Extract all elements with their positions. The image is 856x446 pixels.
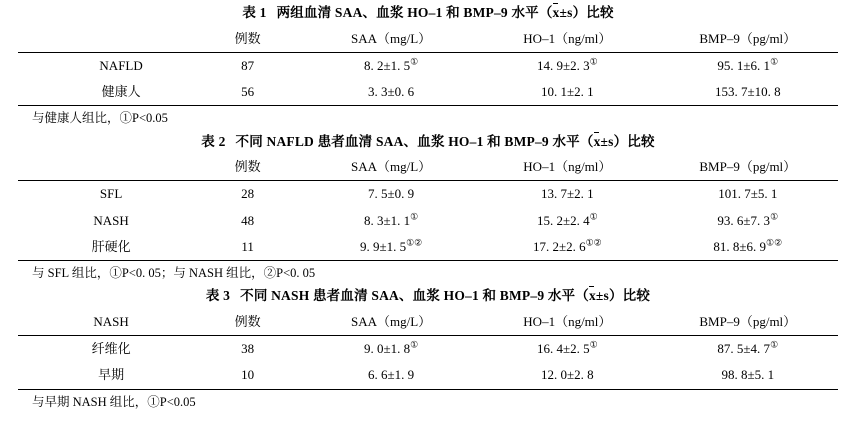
value: 98. 8±5. 1 — [721, 367, 775, 383]
table-1-row-0-ho1 — [477, 52, 657, 79]
table-2-row-2-bmp9 — [658, 234, 838, 261]
table-1-header-4: BMP–9（pg/ml） — [699, 30, 797, 46]
table-1-row-1-n: 56 — [190, 79, 305, 106]
footnote-marker: ① — [410, 211, 419, 222]
table-caption-2 — [18, 129, 838, 155]
table-title-1-post: ±s）比较 — [559, 5, 614, 20]
footnote-marker: ①② — [585, 237, 602, 248]
footnote-marker: ① — [770, 56, 779, 67]
mean-symbol-1: x — [552, 5, 560, 20]
table-1-row-0-saa — [305, 52, 477, 79]
table-title-2-post: ±s）比较 — [600, 133, 655, 149]
table-row — [18, 234, 838, 261]
table-1-row-1-label: 健康人 — [18, 79, 190, 106]
table-3 — [18, 309, 838, 390]
table-2-row-2-label: 肝硬化 — [18, 234, 190, 261]
table-row — [18, 362, 838, 389]
table-2-row-1-bmp9 — [658, 208, 838, 234]
table-2-row-1-label: NASH — [93, 212, 129, 228]
table-1-header-3: HO–1（ng/ml） — [523, 30, 612, 46]
table-2-row-2-ho1 — [477, 234, 657, 261]
value: 14. 9±2. 3 — [537, 57, 590, 73]
table-3-header-3: HO–1（ng/ml） — [523, 313, 612, 329]
footnote-marker: ①② — [766, 237, 783, 248]
table-1-row-0-n: 87 — [190, 52, 305, 79]
table-3-row-0-ho1 — [477, 336, 657, 363]
table-3-row-0-n: 38 — [190, 336, 305, 363]
table-3-row-1-ho1 — [477, 362, 657, 389]
table-2-row-0-ho1 — [477, 181, 657, 208]
table-1-row-0-bmp9 — [658, 52, 838, 79]
footnote-marker: ① — [770, 211, 779, 222]
mean-symbol-3: x — [588, 288, 596, 304]
value: 101. 7±5. 1 — [718, 186, 778, 202]
table-3-row-0-label: 纤维化 — [18, 336, 190, 363]
table-2-header-row — [18, 154, 838, 181]
value: 12. 0±2. 8 — [541, 367, 594, 383]
table-3-header-4: BMP–9（pg/ml） — [699, 313, 797, 329]
table-title-2: 不同 NAFLD 患者血清 SAA、血浆 HO–1 和 BMP–9 水平（ — [235, 133, 594, 149]
mean-symbol-2: x — [593, 133, 601, 149]
table-1-header-2: SAA（mg/L） — [350, 30, 432, 46]
value: 13. 7±2. 1 — [541, 186, 594, 202]
table-2-row-1-ho1 — [477, 208, 657, 234]
table-title-3: 不同 NASH 患者血清 SAA、血浆 HO–1 和 BMP–9 水平（ — [240, 288, 589, 304]
table-3-header-0: NASH — [93, 313, 129, 329]
table-1-row-1-ho1 — [477, 79, 657, 106]
table-row — [18, 52, 838, 79]
value: 153. 7±10. 8 — [714, 84, 781, 100]
value: 15. 2±2. 4 — [537, 212, 590, 228]
table-caption-1 — [18, 0, 838, 26]
table-2-header-0 — [18, 154, 190, 181]
table-3-row-1-bmp9 — [658, 362, 838, 389]
table-2-row-0-saa — [305, 181, 477, 208]
value: 93. 6±7. 3 — [717, 212, 771, 228]
table-2-row-1-saa — [305, 208, 477, 234]
value: 3. 3±0. 6 — [368, 84, 415, 100]
table-2-row-2-saa — [305, 234, 477, 261]
table-row — [18, 181, 838, 208]
table-1-header-0 — [18, 26, 190, 53]
table-number-2: 表 2 — [201, 133, 226, 149]
table-3-header-row — [18, 309, 838, 336]
table-1-footnote: 与健康人组比，①P<0.05 — [32, 111, 168, 126]
table-block-3 — [18, 283, 838, 412]
value: 16. 4±2. 5 — [537, 341, 590, 357]
table-2-row-0-label: SFL — [18, 181, 190, 208]
value: 81. 8±6. 9 — [713, 238, 767, 254]
table-title-3-post: ±s）比较 — [595, 288, 651, 304]
table-1-row-1-saa — [305, 79, 477, 106]
footnote-marker: ① — [770, 339, 779, 350]
value: 8. 2±1. 5 — [363, 57, 411, 73]
table-2-row-0-n: 28 — [190, 181, 305, 208]
table-2-row-0-bmp9 — [658, 181, 838, 208]
table-3-row-0-saa — [305, 336, 477, 363]
value: 9. 9±1. 5 — [359, 238, 407, 254]
value: 87. 5±4. 7 — [717, 341, 771, 357]
table-1 — [18, 26, 838, 107]
table-1-row-0-label: NAFLD — [18, 52, 190, 79]
footnote-marker: ① — [410, 56, 419, 67]
table-3-header-1: 例数 — [234, 313, 261, 329]
table-3-row-0-bmp9 — [658, 336, 838, 363]
table-row — [18, 79, 838, 106]
table-2-header-2: SAA（mg/L） — [350, 159, 432, 175]
table-2-header-3: HO–1（ng/ml） — [523, 159, 612, 175]
table-2-row-2-n: 11 — [190, 234, 305, 261]
value: 95. 1±6. 1 — [717, 57, 771, 73]
table-row — [18, 336, 838, 363]
value: 17. 2±2. 6 — [532, 238, 586, 254]
table-block-2 — [18, 129, 838, 284]
table-3-row-1-label: 早期 — [18, 362, 190, 389]
value: 9. 0±1. 8 — [363, 341, 411, 357]
table-1-header-row — [18, 26, 838, 53]
table-3-header-2: SAA（mg/L） — [350, 313, 432, 329]
table-2 — [18, 154, 838, 261]
table-1-header-1: 例数 — [234, 30, 261, 46]
table-3-row-1-n: 10 — [190, 362, 305, 389]
table-block-1 — [18, 0, 838, 129]
table-3-row-1-saa — [305, 362, 477, 389]
table-title-1: 两组血清 SAA、血浆 HO–1 和 BMP–9 水平（ — [276, 5, 553, 20]
value: 10. 1±2. 1 — [541, 84, 594, 100]
table-number-1: 表 1 — [242, 5, 267, 20]
value: 7. 5±0. 9 — [368, 186, 415, 202]
table-1-row-1-bmp9 — [658, 79, 838, 106]
value: 8. 3±1. 1 — [363, 212, 411, 228]
table-2-header-4: BMP–9（pg/ml） — [699, 159, 797, 175]
footnote-marker: ①② — [406, 237, 423, 248]
table-3-footnote: 与早期 NASH 组比，①P<0.05 — [32, 394, 196, 409]
footnote-marker: ① — [589, 211, 598, 222]
table-2-header-1: 例数 — [234, 159, 261, 175]
table-caption-3 — [18, 283, 838, 309]
table-number-3: 表 3 — [205, 288, 231, 304]
table-2-row-1-n: 48 — [241, 212, 255, 228]
value: 6. 6±1. 9 — [368, 367, 415, 383]
footnote-marker: ① — [410, 339, 419, 350]
footnote-marker: ① — [589, 339, 598, 350]
table-row — [18, 208, 838, 234]
footnote-marker: ① — [589, 56, 598, 67]
table-2-footnote: 与 SFL 组比，①P<0. 05；与 NASH 组比，②P<0. 05 — [32, 266, 316, 281]
